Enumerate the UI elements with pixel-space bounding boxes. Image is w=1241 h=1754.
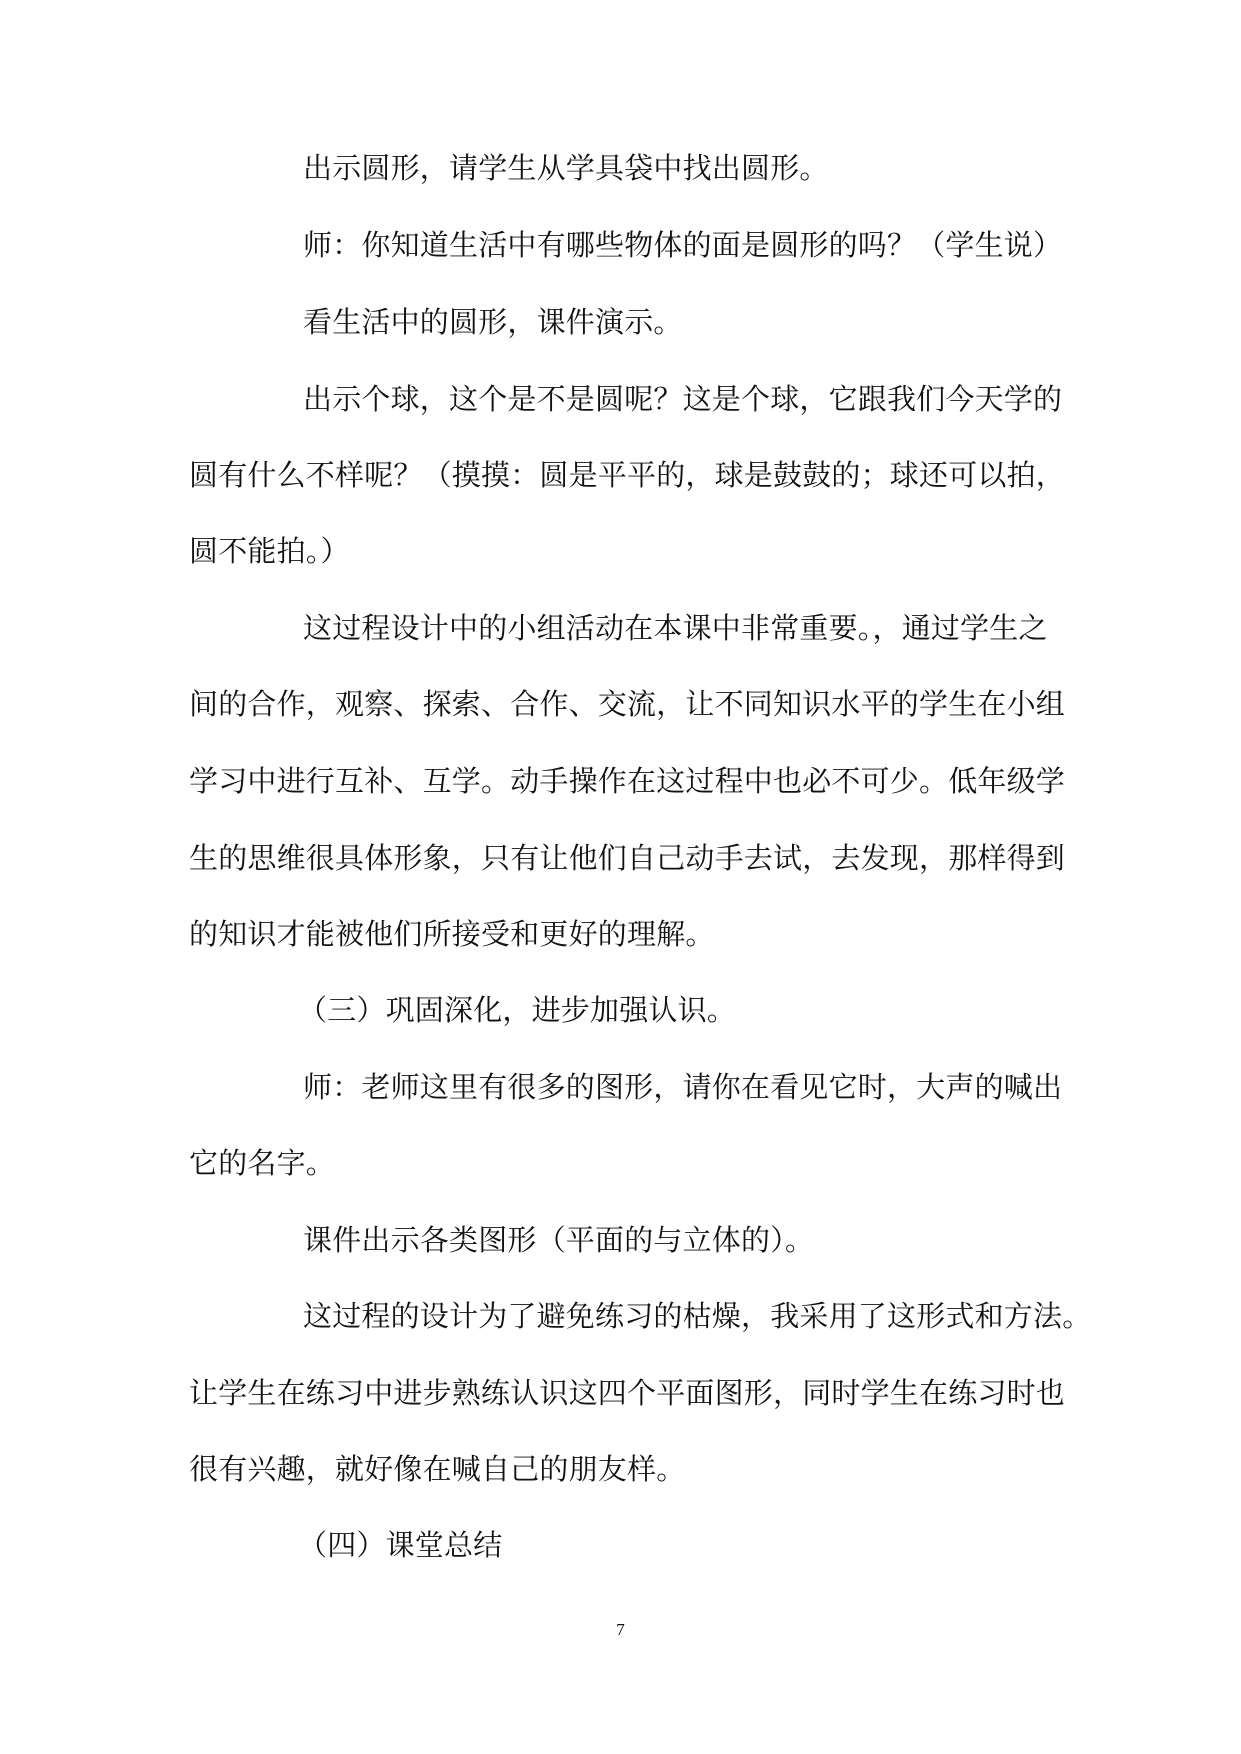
text-line-15: 课件出示各类图形（平面的与立体的）。 (303, 1223, 815, 1257)
text-line-6: 圆不能拍。） (189, 534, 350, 568)
text-line-1: 出示圆形，请学生从学具袋中找出圆形。 (303, 151, 829, 185)
page-number: 7 (616, 1620, 625, 1639)
text-line-2: 师：你知道生活中有哪些物体的面是圆形的吗？（学生说） (303, 228, 1063, 262)
text-line-3: 看生活中的圆形，课件演示。 (303, 305, 683, 339)
text-line-7: 这过程设计中的小组活动在本课中非常重要。，通过学生之 (303, 611, 1048, 645)
text-line-4: 出示个球，这个是不是圆呢？这是个球，它跟我们今天学的 (303, 382, 1063, 416)
text-line-8: 间的合作，观察、探索、合作、交流，让不同知识水平的学生在小组 (189, 687, 1066, 721)
text-line-11: 的知识才能被他们所接受和更好的理解。 (189, 917, 715, 951)
text-line-9: 学习中进行互补、互学。动手操作在这过程中也必不可少。低年级学 (189, 764, 1066, 798)
text-line-13: 师：老师这里有很多的图形，请你在看见它时，大声的喊出 (303, 1070, 1063, 1104)
text-line-14: 它的名字。 (189, 1146, 336, 1180)
text-line-5: 圆有什么不样呢？（摸摸：圆是平平的，球是鼓鼓的；球还可以拍， (189, 458, 1066, 492)
text-line-17: 让学生在练习中进步熟练认识这四个平面图形，同时学生在练习时也 (189, 1376, 1066, 1410)
section-heading-4: （四）课堂总结 (298, 1528, 503, 1562)
text-line-16: 这过程的设计为了避免练习的枯燥，我采用了这形式和方法。 (303, 1299, 1092, 1333)
text-line-10: 生的思维很具体形象，只有让他们自己动手去试，去发现，那样得到 (189, 841, 1066, 875)
text-line-18: 很有兴趣，就好像在喊自己的朋友样。 (189, 1452, 686, 1486)
section-heading-3: （三）巩固深化，进步加强认识。 (298, 993, 737, 1027)
